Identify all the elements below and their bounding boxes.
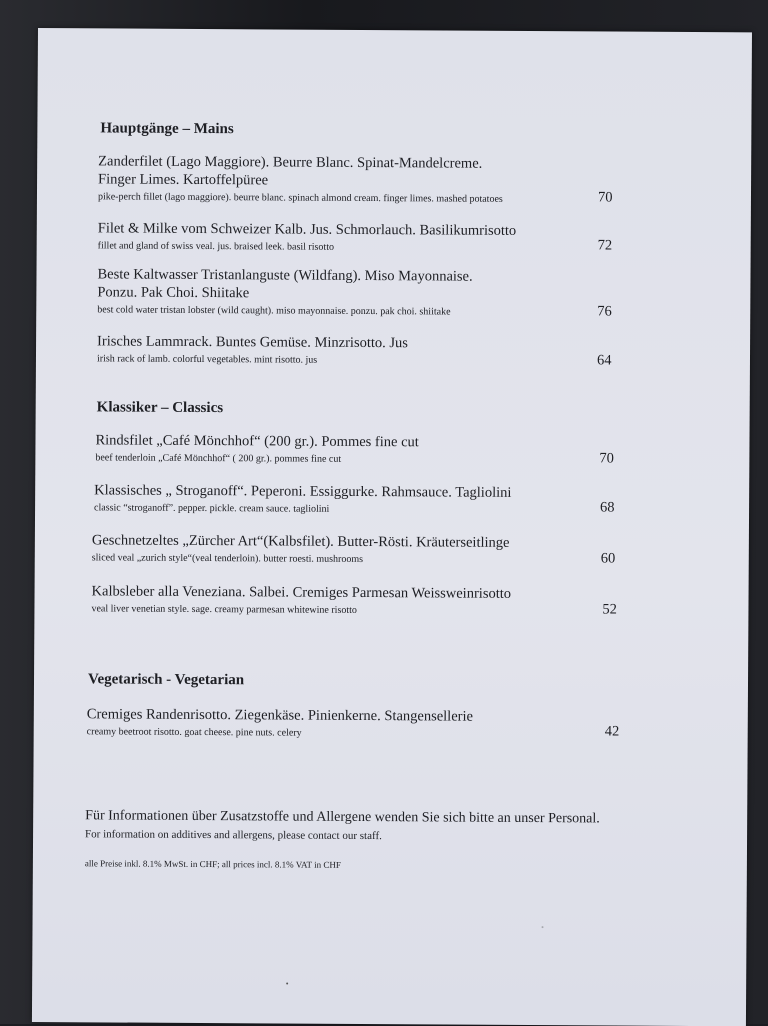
allergen-notice-en: For information on additives and allergens, please contact our staff.: [85, 828, 382, 843]
item-name-de: Beste Kaltwasser Tristanlanguste (Wildfang). Miso Mayonnaise.: [97, 266, 473, 285]
section-heading-classics: Klassiker – Classics: [96, 399, 224, 417]
menu-item-kalbsleber: [91, 582, 511, 618]
menu-item-lammrack: [97, 332, 408, 367]
item-price: 60: [600, 550, 616, 567]
section-heading-vegetarian: Vegetarisch - Vegetarian: [87, 671, 245, 689]
item-name-de: Filet & Milke vom Schweizer Kalb. Jus. Schmorlauch. Basilikumrisotto: [97, 220, 517, 239]
item-name-en: fillet and gland of swiss veal. jus. braised leek. basil risotto: [97, 240, 335, 253]
item-name-en: beef tenderloin „Café Mönchhof“ ( 200 gr.). pommes fine cut: [95, 452, 342, 465]
item-name-de: Zanderfilet (Lago Maggiore). Beurre Blanc. Spinat-Mandelcreme.: [98, 153, 483, 172]
item-name-de: Irisches Lammrack. Buntes Gemüse. Minzrisotto. Jus: [97, 333, 409, 352]
item-name-en: veal liver venetian style. sage. creamy parmesan whitewine risotto: [91, 603, 357, 616]
item-price: 76: [597, 303, 612, 320]
menu-page: [32, 28, 752, 1026]
item-price: 72: [597, 237, 613, 254]
item-name-en: best cold water tristan lobster (wild caught). miso mayonnaise. ponzu. pak choi. shiitake: [97, 304, 451, 318]
menu-item-filet-milke: [98, 219, 517, 255]
item-price: 64: [596, 352, 612, 369]
item-name-en: pike-perch fillet (lago maggiore). beurre blanc. spinach almond cream. finger limes. mashed potatoes: [97, 191, 503, 205]
item-name-de-continued: Finger Limes. Kartoffelpüree: [98, 171, 269, 189]
menu-item-randenrisotto: [87, 705, 473, 740]
item-name-de: Rindsfilet „Café Mönchhof“ (200 gr.). Pommes fine cut: [95, 432, 419, 451]
vat-note: alle Preise inkl. 8.1% MwSt. in CHF; all prices incl. 8.1% VAT in CHF: [84, 858, 341, 870]
menu-item-rindsfilet: [95, 431, 419, 466]
item-name-de: Geschnetzeltes „Zürcher Art“(Kalbsfilet). Butter-Rösti. Kräuterseitlinge: [91, 532, 510, 551]
allergen-notice-de: Für Informationen über Zusatzstoffe und Allergene wenden Sie sich bitte an unser Personal.: [85, 808, 600, 827]
item-price: 68: [600, 499, 615, 516]
item-name-de-continued: Ponzu. Pak Choi. Shiitake: [97, 284, 250, 302]
paper-speck: [542, 926, 544, 928]
menu-item-tristanlanguste: [97, 265, 472, 318]
menu-item-zanderfilet: [98, 152, 503, 205]
item-name-de: Kalbsleber alla Veneziana. Salbei. Cremiges Parmesan Weissweinrisotto: [91, 583, 512, 602]
item-name-de: Klassisches „ Stroganoff“. Peperoni. Essiggurke. Rahmsauce. Tagliolini: [94, 482, 512, 501]
item-name-en: classic “stroganoff”. pepper. pickle. cream sauce. tagliolini: [94, 502, 330, 515]
item-price: 52: [602, 601, 618, 618]
menu-item-stroganoff: [94, 481, 511, 517]
item-name-en: irish rack of lamb. colorful vegetables. mint risotto. jus: [96, 353, 318, 366]
item-price: 70: [597, 189, 613, 206]
paper-speck: [286, 983, 288, 985]
section-heading-mains: Hauptgänge – Mains: [100, 120, 234, 138]
item-name-en: sliced veal „zurich style“(veal tenderloin). butter roesti. mushrooms: [91, 552, 364, 565]
item-name-en: creamy beetroot risotto. goat cheese. pine nuts. celery: [86, 726, 302, 739]
item-name-de: Cremiges Randenrisotto. Ziegenkäse. Pinienkerne. Stangensellerie: [86, 706, 474, 725]
menu-item-geschnetzeltes: [92, 531, 510, 567]
item-price: 70: [599, 450, 614, 467]
item-price: 42: [604, 723, 620, 740]
